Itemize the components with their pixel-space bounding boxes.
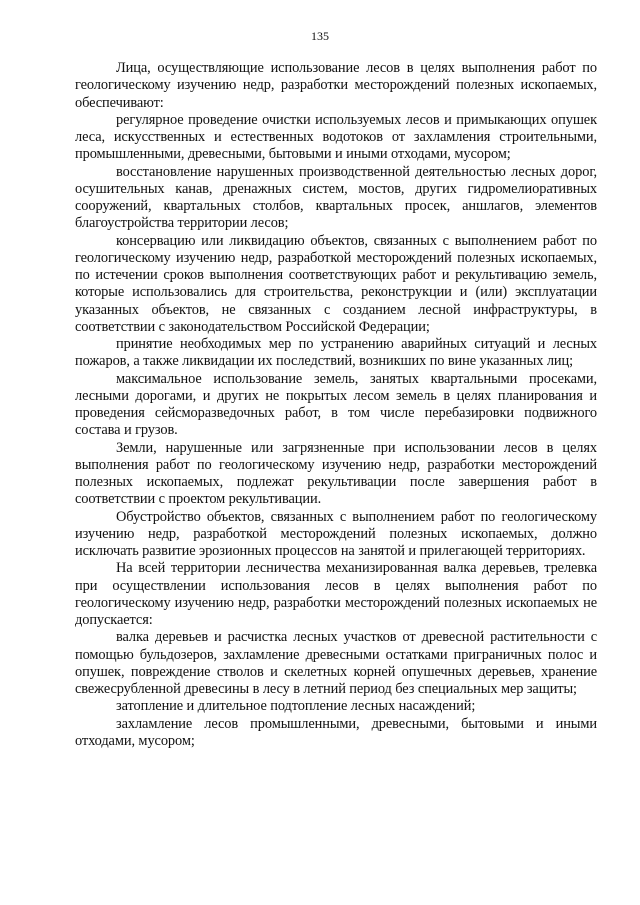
paragraph: захламление лесов промышленными, древесными, бытовыми и иными отходами, мусором; xyxy=(75,715,597,749)
page-number: 135 xyxy=(311,29,329,43)
paragraph: принятие необходимых мер по устранению аварийных ситуаций и лесных пожаров, а также ликвидации их последствий, возникших по вине указанных лиц; xyxy=(75,336,597,370)
paragraph: Обустройство объектов, связанных с выполнением работ по геологическому изучению недр, разработкой месторождений полезных ископаемых, должно исключать развитие эрозионных процессов на занятой и прилегающей территориях. xyxy=(75,508,597,559)
paragraph: регулярное проведение очистки используемых лесов и примыкающих опушек леса, искусственных и естественных водотоков от захламления строительными, промышленными, древесными, бытовыми и иными отходами, мусором; xyxy=(75,111,597,163)
body-text xyxy=(75,60,597,750)
paragraph: Лица, осуществляющие использование лесов в целях выполнения работ по геологическому изучению недр, разработки месторождений полезных ископаемых, обеспечивают: xyxy=(75,60,597,111)
paragraph: консервацию или ликвидацию объектов, связанных с выполнением работ по геологическому изучению недр, разработкой месторождений полезных ископаемых, по истечении сроков выполнения соответствующих работ и рекультивацию земель, которые использовались для строительства, реконструкции и (или) эксплуатации указанных объектов, не связанных с созданием лесной инфраструктуры, в соответствии с законодательством Российской Федерации; xyxy=(75,232,597,335)
paragraph: максимальное использование земель, занятых квартальными просеками, лесными дорогами, и других не покрытых лесом земель в целях планирования и проведения сейсморазведочных работ, в том числе перебазировки подвижного состава и грузов. xyxy=(75,370,597,439)
paragraph: На всей территории лесничества механизированная валка деревьев, трелевка при осуществлении использования лесов в целях выполнения работ по геологическому изучению недр, разработки месторождений полезных ископаемых не допускается: xyxy=(75,560,597,628)
paragraph: Земли, нарушенные или загрязненные при использовании лесов в целях выполнения работ по геологическому изучению недр, разработки месторождений полезных ископаемых, подлежат рекультивации после завершения работ в соответствии с проектом рекультивации. xyxy=(75,439,597,508)
paragraph: валка деревьев и расчистка лесных участков от древесной растительности с помощью бульдозеров, захламление древесными остатками приграничных полос и опушек, повреждение стволов и скелетных корней опушечных деревьев, хранение свежесрубленной древесины в лесу в летний период без специальных мер защиты; xyxy=(75,629,597,697)
paragraph: затопление и длительное подтопление лесных насаждений; xyxy=(116,698,476,715)
paragraph: восстановление нарушенных производственной деятельностью лесных дорог, осушительных канав, дренажных систем, мостов, других гидромелиоративных сооружений, квартальных столбов, квартальных просек, аншлагов, элементов благоустройства территории лесов; xyxy=(75,163,597,232)
